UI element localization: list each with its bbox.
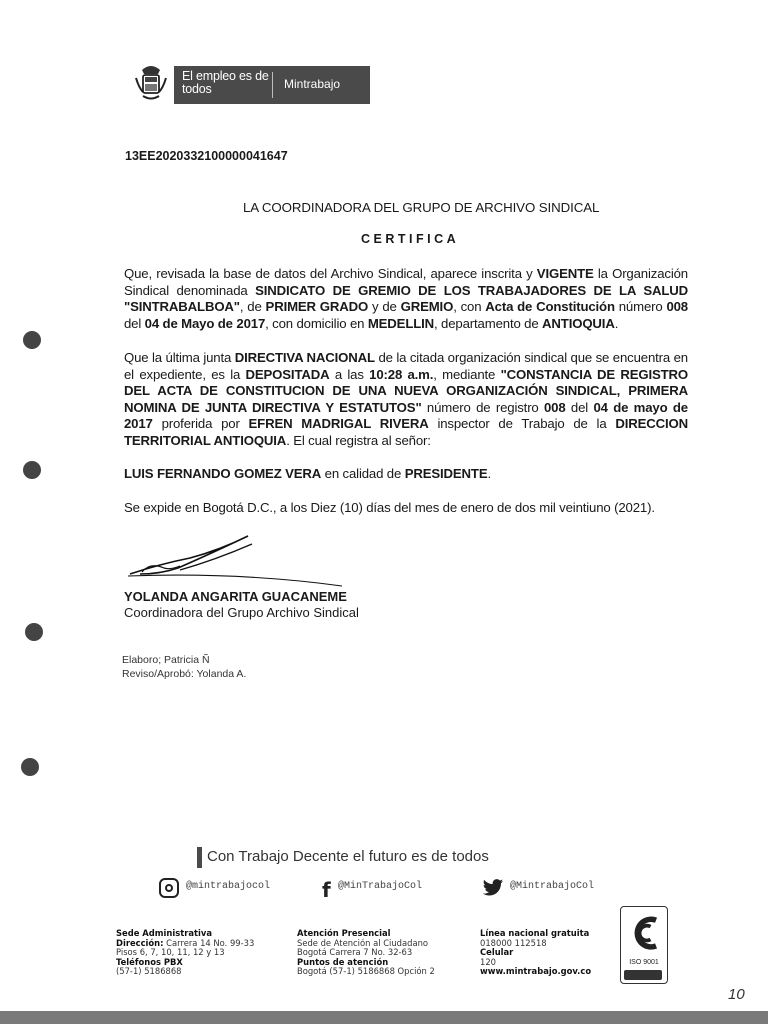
footer-atencion-presencial: Atención Presencial Sede de Atención al Ciudadano Bogotá Carrera 7 No. 32-63 Puntos de atención Bogotá (57-1) 5186868 Opción 2 xyxy=(297,928,435,977)
scan-edge-band xyxy=(0,1011,768,1024)
header-logo xyxy=(134,64,364,108)
certifier-strip xyxy=(624,970,662,980)
certification-logo-icon xyxy=(621,911,669,957)
punch-hole xyxy=(23,461,41,479)
instagram-handle: @mintrabajocol xyxy=(186,881,271,892)
page-number: 10 xyxy=(728,986,745,1003)
document-heading: LA COORDINADORA DEL GRUPO DE ARCHIVO SINDICAL xyxy=(243,200,600,215)
signer-name: YOLANDA ANGARITA GUACANEME xyxy=(124,589,347,604)
punch-hole xyxy=(21,758,39,776)
punch-hole xyxy=(25,623,43,641)
logo-ministry: Mintrabajo xyxy=(284,77,341,91)
footer-sede-administrativa: Sede Administrativa Dirección: Carrera 14 No. 99-33 Pisos 6, 7, 10, 11, 12 y 13 Teléfonos PBX (57-1) 5186868 xyxy=(116,928,255,977)
prepared-by: Elaboro; Patricia Ñ xyxy=(122,654,210,666)
facebook-handle: @MinTrabajoCol xyxy=(338,881,423,892)
logo-divider xyxy=(272,72,273,98)
appointee-line: LUIS FERNANDO GOMEZ VERA en calidad de PRESIDENTE. xyxy=(124,466,491,481)
website-link[interactable]: www.mintrabajo.gov.co xyxy=(480,966,592,977)
twitter-icon xyxy=(482,878,504,898)
iso-certification-badge xyxy=(620,906,668,984)
certifica-title: CERTIFICA xyxy=(361,232,460,246)
signature-mark xyxy=(120,524,350,590)
iso-label: ISO 9001 xyxy=(629,959,659,966)
footer-slogan: Con Trabajo Decente el futuro es de todos xyxy=(207,848,489,865)
punch-hole xyxy=(23,331,41,349)
paragraph-registration: Que, revisada la base de datos del Archivo Sindical, aparece inscrita y VIGENTE la Organización Sindical denominada SINDICATO DE GREMIO DE LOS TRABAJADORES DE LA SALUD "SINTRABALBOA", de PRIMER GRADO y de GREMIO, con Acta de Constitución número 008 del 04 de Mayo de 2017, con domicilio en MEDELLIN, departamento de ANTIOQUIA. xyxy=(124,266,688,331)
paragraph-board: Que la última junta DIRECTIVA NACIONAL de la citada organización sindical que se encuentra en el expediente, es la DEPOSITADA a las 10:28 a.m., mediante "CONSTANCIA DE REGISTRO DEL ACTA DE CONSTITUCION DE UNA NUEVA ORGANIZACIÓN SINDICAL, PRIMERA NOMINA DE JUNTA DIRECTIVA Y ESTATUTOS" número de registro 008 del 04 de mayo de 2017 proferida por EFREN MADRIGAL RIVERA inspector de Trabajo de la DIRECCION TERRITORIAL ANTIOQUIA. El cual registra al señor: xyxy=(124,350,689,448)
reviewed-by: Reviso/Aprobó: Yolanda A. xyxy=(122,668,247,680)
document-id: 13EE2020332100000041647 xyxy=(125,149,288,163)
signer-role: Coordinadora del Grupo Archivo Sindical xyxy=(124,605,359,620)
twitter-handle: @MintrabajoCol xyxy=(510,881,595,892)
logo-tagline: El empleo es de todos xyxy=(182,69,269,96)
slogan-bar xyxy=(197,847,202,868)
footer-linea-nacional: Línea nacional gratuita 018000 112518 Celular 120 www.mintrabajo.gov.co xyxy=(480,928,592,977)
instagram-icon xyxy=(159,878,179,898)
logo-banner xyxy=(174,66,370,104)
expedition-line: Se expide en Bogotá D.C., a los Diez (10) días del mes de enero de dos mil veintiuno (2021). xyxy=(124,500,655,515)
facebook-icon: f xyxy=(322,878,331,902)
coat-of-arms-icon xyxy=(134,64,168,104)
